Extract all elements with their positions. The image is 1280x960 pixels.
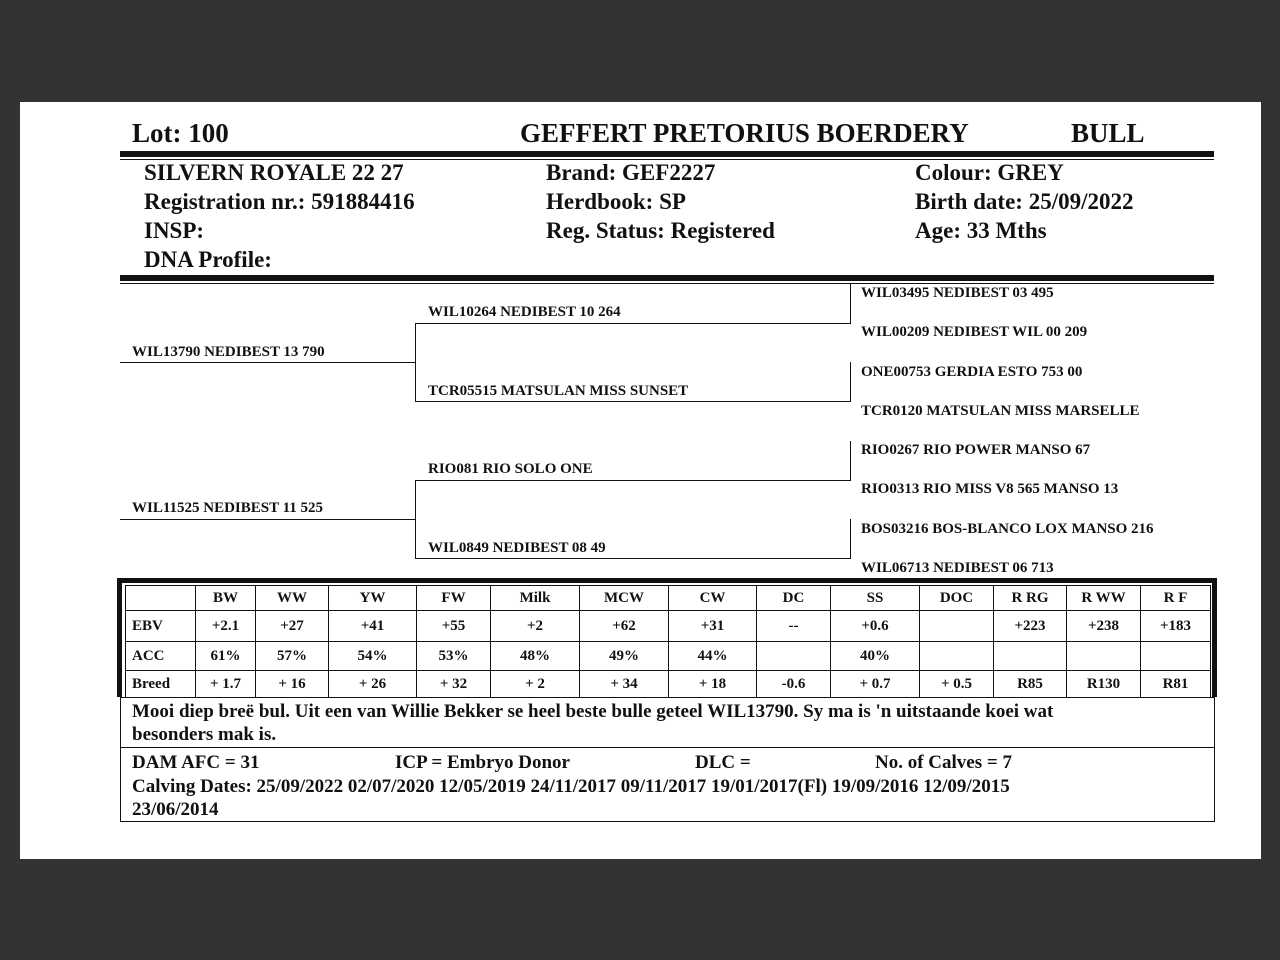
ebv-header-cell: R WW [1067, 586, 1141, 611]
brand: Brand: GEF2227 [546, 160, 716, 185]
comments-box [120, 697, 1215, 748]
ebv-cell: +2 [491, 611, 580, 642]
ebv-cell: +27 [256, 611, 329, 642]
breed-cell: + 32 [417, 671, 491, 698]
breed-cell: R85 [994, 671, 1067, 698]
ebv-cell: +0.6 [831, 611, 920, 642]
animal-name: SILVERN ROYALE 22 27 [144, 160, 404, 185]
comments-line: besonders mak is. [132, 724, 277, 745]
comments-line: Mooi diep breë bul. Uit een van Willie Bekker se heel beste bulle geteel WIL13790. Sy ma is 'n uitstaande koei wat [132, 701, 1054, 722]
pedigree-ggp: RIO0313 RIO MISS V8 565 MANSO 13 [861, 481, 1119, 497]
breed-cell: R81 [1141, 671, 1211, 698]
ebv-header-cell: YW [329, 586, 417, 611]
breed-cell: + 0.7 [831, 671, 920, 698]
pedigree-bracket [850, 362, 851, 402]
ebv-cell: +31 [669, 611, 757, 642]
ebv-cell: +41 [329, 611, 417, 642]
pedigree-ggp: WIL03495 NEDIBEST 03 495 [861, 285, 1054, 301]
pedigree-ggp: WIL06713 NEDIBEST 06 713 [861, 560, 1054, 576]
ebv-cell: +183 [1141, 611, 1211, 642]
info-rule [120, 275, 1214, 281]
pedigree-dam-sire: RIO081 RIO SOLO ONE [428, 461, 593, 477]
calving-dates-continued: 23/06/2014 [132, 799, 219, 820]
pedigree-line [120, 519, 415, 520]
catalogue-page [20, 102, 1261, 859]
ebv-row [126, 611, 1211, 642]
ebv-header-cell [126, 586, 196, 611]
pedigree-bracket [850, 441, 851, 481]
breed-cell: + 0.5 [920, 671, 994, 698]
breed-cell: -0.6 [757, 671, 831, 698]
pedigree-ggp: WIL00209 NEDIBEST WIL 00 209 [861, 324, 1088, 340]
ebv-header-cell: R RG [994, 586, 1067, 611]
pedigree-line [415, 323, 850, 324]
dna-profile-label: DNA Profile: [144, 247, 272, 272]
pedigree-line [415, 401, 850, 402]
ebv-cell: +62 [580, 611, 669, 642]
ebv-header-cell: R F [1141, 586, 1211, 611]
ebv-header-cell: FW [417, 586, 491, 611]
colour: Colour: GREY [915, 160, 1064, 185]
acc-cell [920, 642, 994, 671]
acc-cell: 61% [196, 642, 256, 671]
herdbook: Herdbook: SP [546, 189, 686, 214]
dam-icp: ICP = Embryo Donor [395, 752, 570, 773]
ebv-cell [920, 611, 994, 642]
acc-row [126, 642, 1211, 671]
pedigree-bracket [415, 324, 416, 402]
pedigree-ggp: TCR0120 MATSULAN MISS MARSELLE [861, 403, 1140, 419]
acc-cell: 40% [831, 642, 920, 671]
calving-dates: Calving Dates: 25/09/2022 02/07/2020 12/05/2019 24/11/2017 09/11/2017 19/01/2017(Fl) 19/09/2016 12/09/2015 [132, 776, 1010, 797]
acc-cell: 53% [417, 642, 491, 671]
info-rule-thin [120, 283, 1214, 284]
ebv-header-cell: MCW [580, 586, 669, 611]
lot-number: Lot: 100 [132, 118, 229, 148]
pedigree-sire-dam: TCR05515 MATSULAN MISS SUNSET [428, 383, 689, 399]
pedigree-sire-sire: WIL10264 NEDIBEST 10 264 [428, 304, 621, 320]
dam-calves: No. of Calves = 7 [875, 752, 1012, 773]
ebv-cell: -- [757, 611, 831, 642]
breed-cell: + 18 [669, 671, 757, 698]
header-rule [120, 151, 1214, 157]
ebv-cell: +223 [994, 611, 1067, 642]
registration-status: Reg. Status: Registered [546, 218, 775, 243]
ebv-header-cell: DOC [920, 586, 994, 611]
birth-date: Birth date: 25/09/2022 [915, 189, 1134, 214]
breed-cell: + 16 [256, 671, 329, 698]
pedigree-bracket [850, 519, 851, 559]
ebv-header-cell: WW [256, 586, 329, 611]
acc-row-label: ACC [126, 642, 196, 671]
dam-afc: DAM AFC = 31 [132, 752, 260, 773]
breeder-name: GEFFERT PRETORIUS BOERDERY [520, 118, 969, 148]
pedigree-ggp: BOS03216 BOS-BLANCO LOX MANSO 216 [861, 521, 1154, 537]
pedigree-ggp: ONE00753 GERDIA ESTO 753 00 [861, 364, 1083, 380]
breed-cell: + 34 [580, 671, 669, 698]
pedigree-ggp: RIO0267 RIO POWER MANSO 67 [861, 442, 1091, 458]
breed-cell: + 1.7 [196, 671, 256, 698]
acc-cell [994, 642, 1067, 671]
pedigree-dam-dam: WIL0849 NEDIBEST 08 49 [428, 540, 606, 556]
breed-cell: + 2 [491, 671, 580, 698]
acc-cell: 54% [329, 642, 417, 671]
animal-sex: BULL [1071, 118, 1145, 148]
pedigree-line [415, 480, 850, 481]
breed-row [126, 671, 1211, 698]
insp-label: INSP: [144, 218, 205, 243]
acc-cell [757, 642, 831, 671]
pedigree-dam: WIL11525 NEDIBEST 11 525 [132, 500, 324, 516]
pedigree-line [415, 558, 850, 559]
pedigree-bracket [415, 480, 416, 558]
ebv-header-cell: SS [831, 586, 920, 611]
acc-cell [1067, 642, 1141, 671]
acc-cell: 44% [669, 642, 757, 671]
ebv-header-row [126, 586, 1211, 611]
pedigree-bracket [850, 284, 851, 324]
ebv-header-cell: DC [757, 586, 831, 611]
breed-cell: R130 [1067, 671, 1141, 698]
ebv-cell: +2.1 [196, 611, 256, 642]
acc-cell: 48% [491, 642, 580, 671]
acc-cell: 49% [580, 642, 669, 671]
ebv-header-cell: CW [669, 586, 757, 611]
dam-info-box [120, 747, 1215, 822]
pedigree-line [120, 362, 415, 363]
ebv-header-cell: BW [196, 586, 256, 611]
ebv-header-cell: Milk [491, 586, 580, 611]
ebv-row-label: EBV [126, 611, 196, 642]
age: Age: 33 Mths [915, 218, 1047, 243]
pedigree-sire: WIL13790 NEDIBEST 13 790 [132, 344, 325, 360]
breed-row-label: Breed [126, 671, 196, 698]
breed-cell: + 26 [329, 671, 417, 698]
dam-dlc: DLC = [695, 752, 751, 773]
acc-cell: 57% [256, 642, 329, 671]
ebv-table [125, 585, 1211, 698]
ebv-cell: +55 [417, 611, 491, 642]
ebv-cell: +238 [1067, 611, 1141, 642]
registration-number: Registration nr.: 591884416 [144, 189, 415, 214]
acc-cell [1141, 642, 1211, 671]
